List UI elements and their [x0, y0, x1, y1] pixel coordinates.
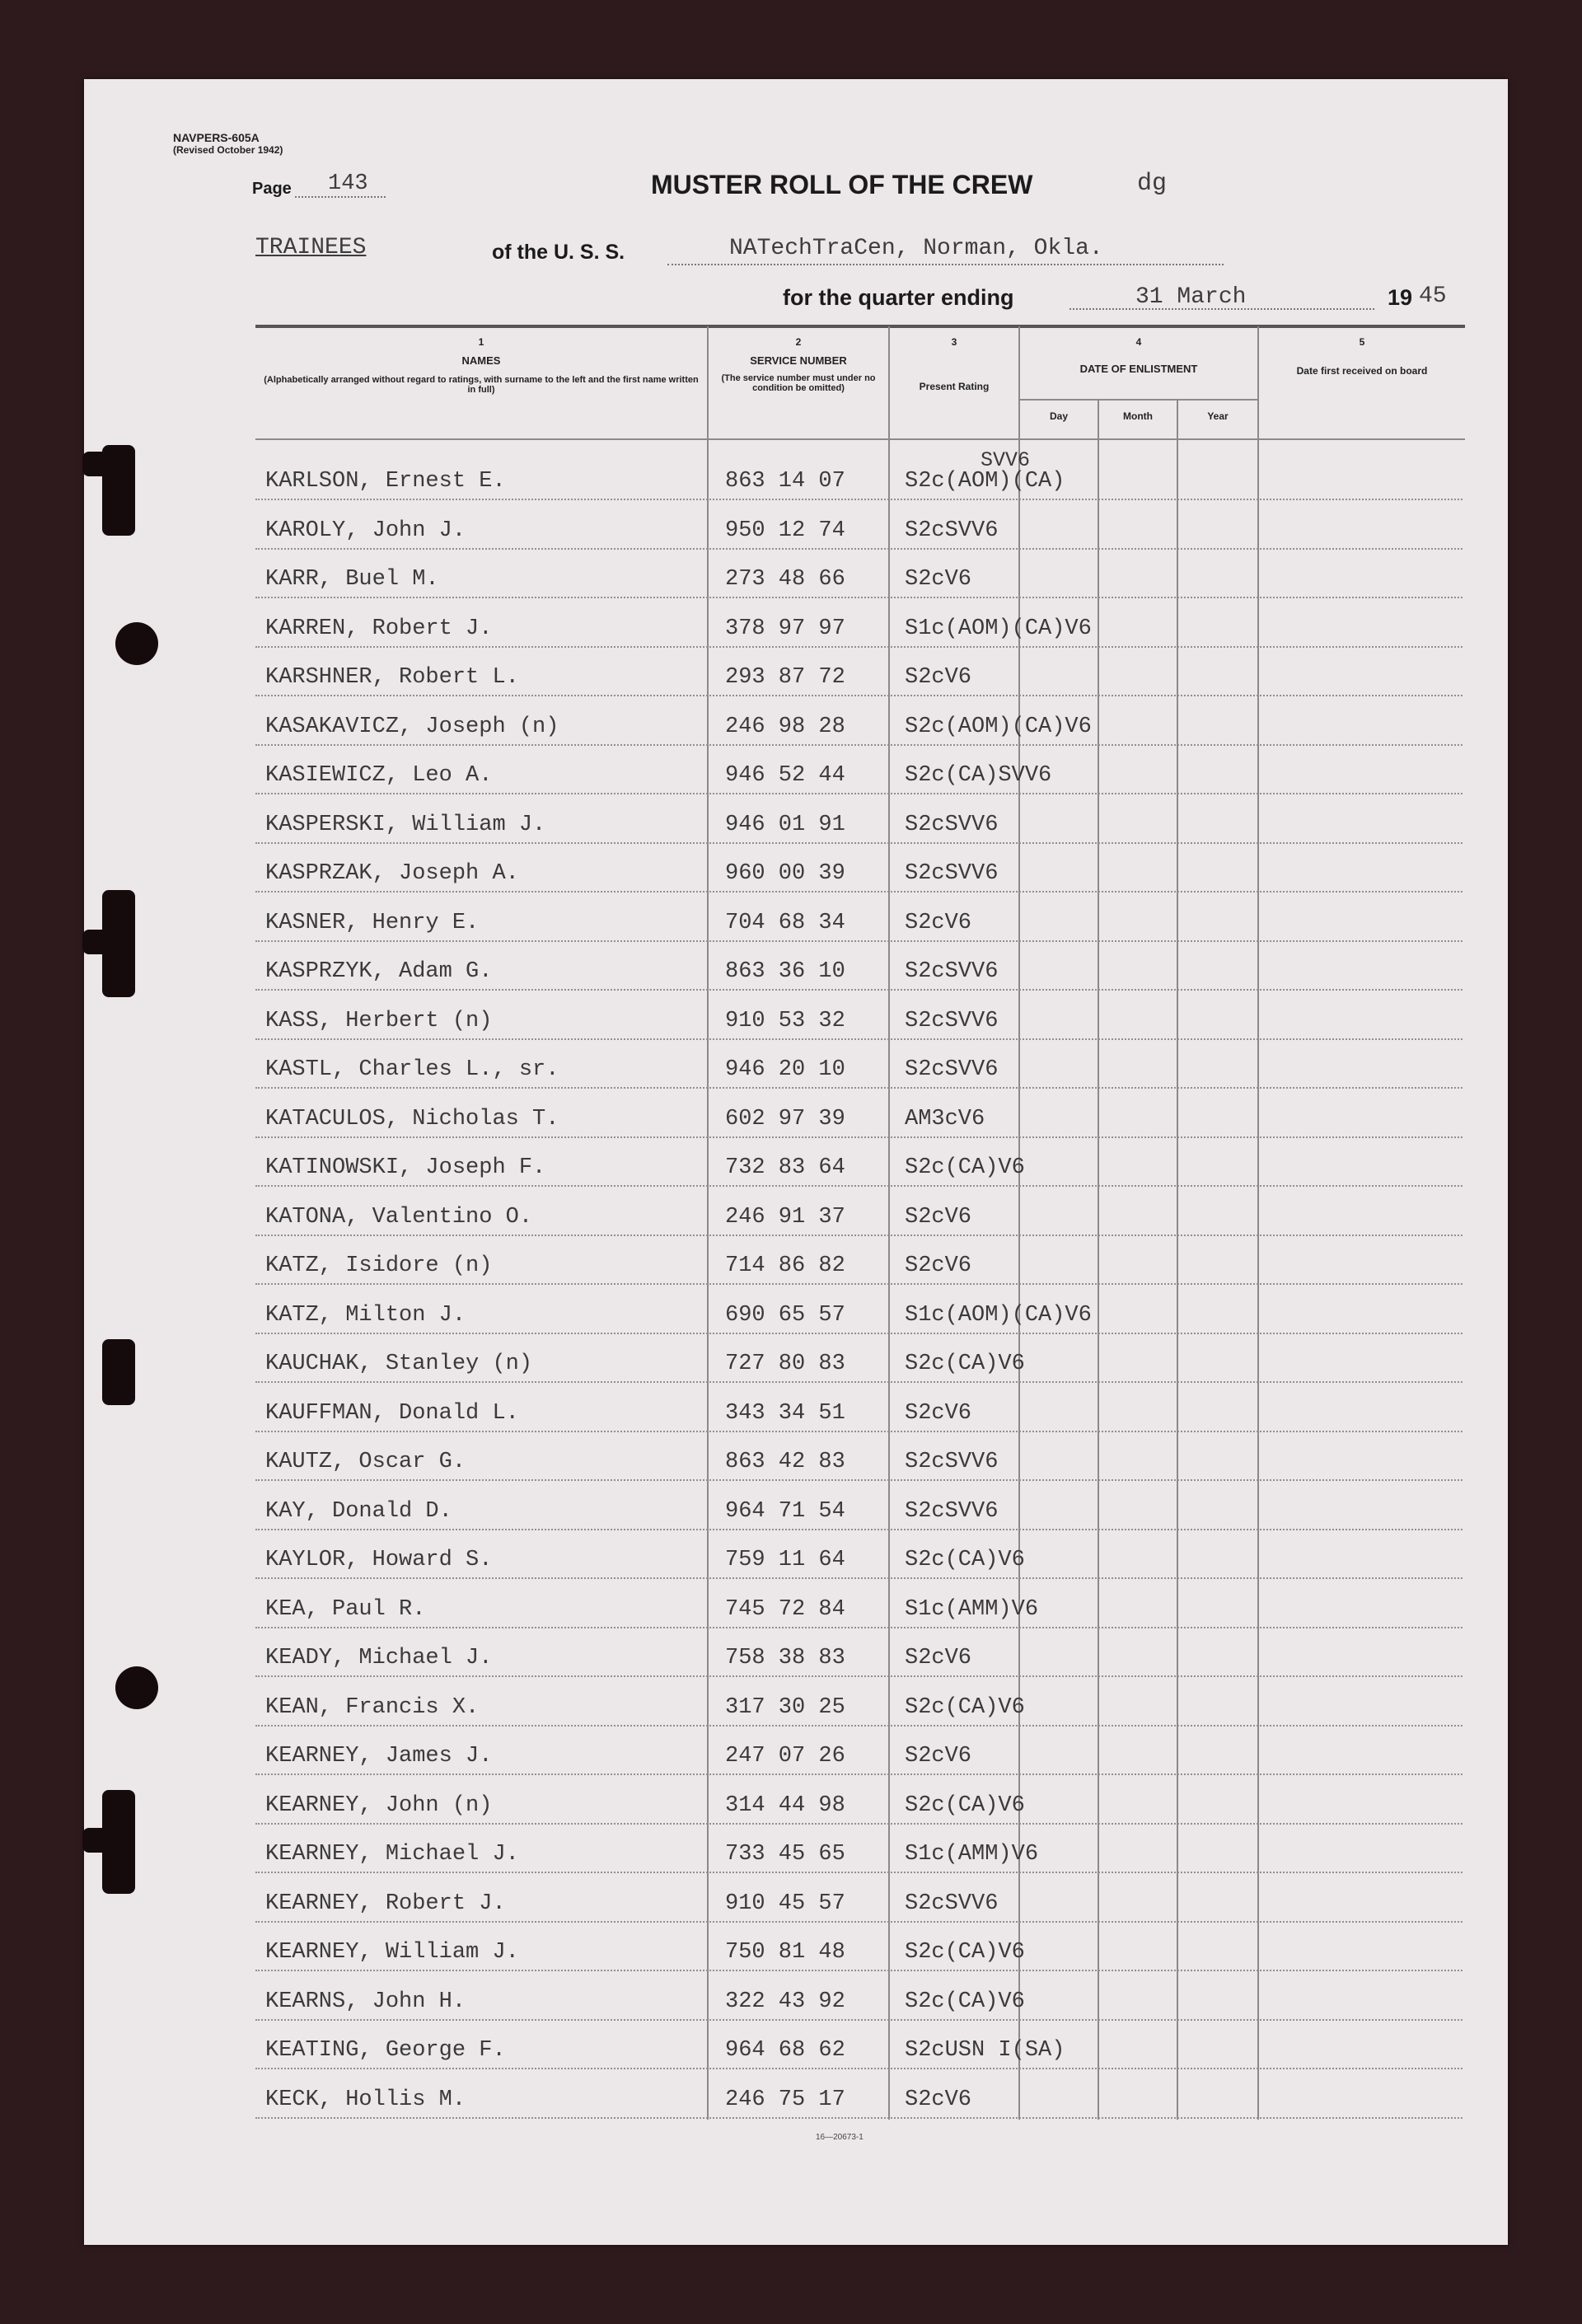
record-rating: S2c(CA)V6 [905, 1792, 1025, 1818]
record-name: KAUFFMAN, Donald L. [265, 1400, 519, 1426]
col2-note: (The service number must under no condition be omitted) [721, 373, 876, 393]
table-row [255, 450, 1463, 500]
record-service-number: 745 72 84 [725, 1596, 845, 1622]
page-label: Page [252, 180, 292, 198]
record-rating: S1c(AOM)(CA)V6 [905, 1302, 1092, 1328]
record-name: KATONA, Valentino O. [265, 1204, 533, 1230]
record-service-number: 750 81 48 [725, 1940, 845, 1965]
table-row [255, 1774, 1463, 1825]
record-name: KEA, Paul R. [265, 1596, 426, 1622]
col2-number: 2 [795, 336, 802, 348]
col4-number: 4 [1135, 336, 1142, 348]
record-name: KEAN, Francis X. [265, 1694, 480, 1720]
record-rating: S2c(CA)V6 [905, 1989, 1025, 2014]
record-name: KEARNEY, James J. [265, 1744, 493, 1769]
record-service-number: 246 98 28 [725, 714, 845, 739]
col5-title: Date first received on board [1296, 365, 1428, 377]
record-service-number: 946 52 44 [725, 763, 845, 788]
record-service-number: 910 45 57 [725, 1891, 845, 1916]
table-row [255, 1529, 1463, 1579]
binder-clip [102, 1790, 135, 1894]
record-rating: S2cV6 [905, 1744, 972, 1769]
record-rating: S2cSVV6 [905, 959, 999, 984]
table-row [255, 646, 1463, 696]
record-name: KEARNEY, William J. [265, 1940, 519, 1965]
col2-title: SERVICE NUMBER [750, 354, 847, 367]
punch-hole [115, 622, 158, 665]
record-name: KATINOWSKI, Joseph F. [265, 1155, 546, 1180]
table-row [255, 2019, 1463, 2069]
record-service-number: 964 68 62 [725, 2038, 845, 2063]
record-rating: S2c(CA)V6 [905, 1548, 1025, 1572]
table-row [255, 1872, 1463, 1923]
record-service-number: 946 20 10 [725, 1057, 845, 1082]
col1-note: (Alphabetically arranged without regard to ratings, with surname to the left and the first name written in full) [264, 375, 699, 395]
quarter-date: 31 March [1135, 284, 1247, 310]
quarter-label: for the quarter ending [783, 285, 1014, 310]
record-service-number: 317 30 25 [725, 1694, 845, 1720]
table-row [255, 597, 1463, 648]
record-service-number: 704 68 34 [725, 910, 845, 935]
table-row [255, 1823, 1463, 1873]
record-name: KAUCHAK, Stanley (n) [265, 1352, 533, 1376]
col4-header [1019, 336, 1258, 375]
year-suffix: 45 [1419, 283, 1447, 309]
record-name: KARREN, Robert J. [265, 616, 493, 641]
page-number-line [295, 196, 386, 198]
record-rating: S1c(AOM)(CA)V6 [905, 616, 1092, 641]
record-rating: S2c(CA)V6 [905, 1940, 1025, 1965]
table-row [255, 1186, 1463, 1236]
record-rating: S2cSVV6 [905, 812, 999, 837]
record-name: KASAKAVICZ, Joseph (n) [265, 714, 559, 739]
col3-header [890, 336, 1018, 392]
binder-clip [102, 445, 135, 536]
table-row [255, 892, 1463, 942]
record-service-number: 293 87 72 [725, 665, 845, 690]
binder-clip [102, 1339, 135, 1405]
record-rating: S2cV6 [905, 1400, 972, 1426]
record-name: KEARNEY, Robert J. [265, 1891, 506, 1916]
record-name: KASIEWICZ, Leo A. [265, 763, 493, 788]
table-row [255, 1970, 1463, 2021]
initials: dg [1137, 170, 1168, 198]
col1-header [255, 336, 707, 395]
record-rating: S2cV6 [905, 910, 972, 935]
table-row [255, 744, 1463, 794]
record-name: KASPRZYK, Adam G. [265, 959, 493, 984]
record-name: KAY, Donald D. [265, 1498, 452, 1524]
table-row [255, 940, 1463, 991]
record-service-number: 863 42 83 [725, 1450, 845, 1474]
table-row [255, 2069, 1463, 2119]
record-service-number: 758 38 83 [725, 1646, 845, 1670]
table-row [255, 1627, 1463, 1677]
record-name: KAUTZ, Oscar G. [265, 1450, 466, 1474]
table-row [255, 1038, 1463, 1089]
record-service-number: 343 34 51 [725, 1400, 845, 1426]
table-row [255, 1431, 1463, 1481]
record-name: KEARNEY, John (n) [265, 1792, 493, 1818]
record-name: KASTL, Charles L., sr. [265, 1057, 559, 1082]
col1-title: NAMES [461, 354, 501, 367]
table-row [255, 1676, 1463, 1727]
record-rating: S2cV6 [905, 2087, 972, 2112]
record-service-number: 964 71 54 [725, 1498, 845, 1524]
col5-header [1259, 336, 1465, 377]
record-service-number: 727 80 83 [725, 1352, 845, 1376]
col4-month: Month [1123, 410, 1153, 422]
table-row [255, 499, 1463, 550]
record-rating: S1c(AMM)V6 [905, 1596, 1039, 1622]
record-rating: S2cV6 [905, 1646, 972, 1670]
header-top-rule [255, 325, 1465, 328]
record-rating-addendum: SVV6 [981, 448, 1031, 472]
page-title: MUSTER ROLL OF THE CREW [651, 170, 1033, 199]
table-row [255, 1921, 1463, 1971]
record-service-number: 273 48 66 [725, 567, 845, 592]
record-name: KASNER, Henry E. [265, 910, 480, 935]
table-row [255, 794, 1463, 844]
enlistment-subrule [1019, 399, 1258, 401]
record-rating: S2cV6 [905, 1204, 972, 1230]
table-row [255, 696, 1463, 746]
col4-title: DATE OF ENLISTMENT [1079, 363, 1198, 375]
record-service-number: 732 83 64 [725, 1155, 845, 1180]
record-name: KATZ, Isidore (n) [265, 1253, 493, 1278]
record-rating: S2cSVV6 [905, 518, 999, 543]
binder-clip [102, 890, 135, 997]
table-row [255, 1235, 1463, 1285]
record-service-number: 863 14 07 [725, 469, 845, 494]
table-row [255, 1333, 1463, 1383]
page-number: 143 [328, 171, 368, 196]
record-rating: S2c(CA)SVV6 [905, 763, 1052, 788]
record-name: KASPRZAK, Joseph A. [265, 861, 519, 886]
record-rating: S2c(CA)V6 [905, 1352, 1025, 1376]
record-rating: S2cSVV6 [905, 1008, 999, 1033]
table-row [255, 990, 1463, 1040]
table-row [255, 1725, 1463, 1775]
record-service-number: 733 45 65 [725, 1842, 845, 1867]
col5-number: 5 [1359, 336, 1365, 348]
form-code: NAVPERS-605A [173, 131, 260, 144]
table-row [255, 1284, 1463, 1334]
record-rating: S1c(AMM)V6 [905, 1842, 1039, 1867]
record-service-number: 602 97 39 [725, 1106, 845, 1132]
record-name: KAROLY, John J. [265, 518, 466, 543]
record-rating: S2cSVV6 [905, 1450, 999, 1474]
unit-category: TRAINEES [255, 235, 367, 260]
record-rating: S2c(AOM)(CA) [905, 469, 1065, 494]
record-service-number: 314 44 98 [725, 1792, 845, 1818]
record-service-number: 247 07 26 [725, 1744, 845, 1769]
record-service-number: 759 11 64 [725, 1548, 845, 1572]
table-row [255, 1088, 1463, 1138]
form-revision: (Revised October 1942) [173, 144, 283, 156]
record-name: KARR, Buel M. [265, 567, 439, 592]
record-service-number: 246 91 37 [725, 1204, 845, 1230]
col4-day: Day [1049, 410, 1068, 422]
record-service-number: 246 75 17 [725, 2087, 845, 2112]
record-service-number: 960 00 39 [725, 861, 845, 886]
col1-number: 1 [478, 336, 484, 348]
record-service-number: 322 43 92 [725, 1989, 845, 2014]
record-name: KEARNEY, Michael J. [265, 1842, 519, 1867]
record-rating: S2cSVV6 [905, 1057, 999, 1082]
table-row [255, 1136, 1463, 1187]
record-rating: S2c(CA)V6 [905, 1155, 1025, 1180]
record-rating: S2cSVV6 [905, 861, 999, 886]
record-name: KATZ, Milton J. [265, 1302, 466, 1328]
col4-year: Year [1207, 410, 1229, 422]
record-rating: S2cSVV6 [905, 1891, 999, 1916]
record-rating: S2cUSN I(SA) [905, 2038, 1065, 2063]
record-name: KATACULOS, Nicholas T. [265, 1106, 559, 1132]
record-name: KASPERSKI, William J. [265, 812, 546, 837]
record-service-number: 714 86 82 [725, 1253, 845, 1278]
record-service-number: 946 01 91 [725, 812, 845, 837]
table-row [255, 1578, 1463, 1628]
record-service-number: 378 97 97 [725, 616, 845, 641]
of-the-uss-label: of the U. S. S. [492, 241, 625, 264]
year-prefix: 19 [1388, 285, 1413, 310]
col2-header [709, 336, 888, 393]
record-rating: S2cV6 [905, 567, 972, 592]
punch-hole [115, 1666, 158, 1709]
record-rating: S2cSVV6 [905, 1498, 999, 1524]
record-rating: S2c(CA)V6 [905, 1694, 1025, 1720]
record-name: KECK, Hollis M. [265, 2087, 466, 2112]
footer-code: 16—20673-1 [816, 2133, 864, 2142]
record-name: KEADY, Michael J. [265, 1646, 493, 1670]
form-id [173, 132, 283, 157]
record-service-number: 863 36 10 [725, 959, 845, 984]
table-row [255, 548, 1463, 598]
ship-name: NATechTraCen, Norman, Okla. [729, 236, 1103, 261]
record-service-number: 950 12 74 [725, 518, 845, 543]
col3-number: 3 [951, 336, 957, 348]
record-name: KEARNS, John H. [265, 1989, 466, 2014]
header-bottom-rule [255, 438, 1465, 440]
record-rating: S2cV6 [905, 665, 972, 690]
table-row [255, 1480, 1463, 1530]
col3-title: Present Rating [919, 381, 990, 392]
record-name: KASS, Herbert (n) [265, 1008, 493, 1033]
record-rating: S2cV6 [905, 1253, 972, 1278]
record-service-number: 910 53 32 [725, 1008, 845, 1033]
record-name: KARSHNER, Robert L. [265, 665, 519, 690]
record-rating: AM3cV6 [905, 1106, 985, 1132]
record-name: KEATING, George F. [265, 2038, 506, 2063]
table-row [255, 1382, 1463, 1432]
record-service-number: 690 65 57 [725, 1302, 845, 1328]
record-name: KARLSON, Ernest E. [265, 469, 506, 494]
table-row [255, 842, 1463, 893]
record-rating: S2c(AOM)(CA)V6 [905, 714, 1092, 739]
ship-line [667, 264, 1224, 265]
record-name: KAYLOR, Howard S. [265, 1548, 493, 1572]
